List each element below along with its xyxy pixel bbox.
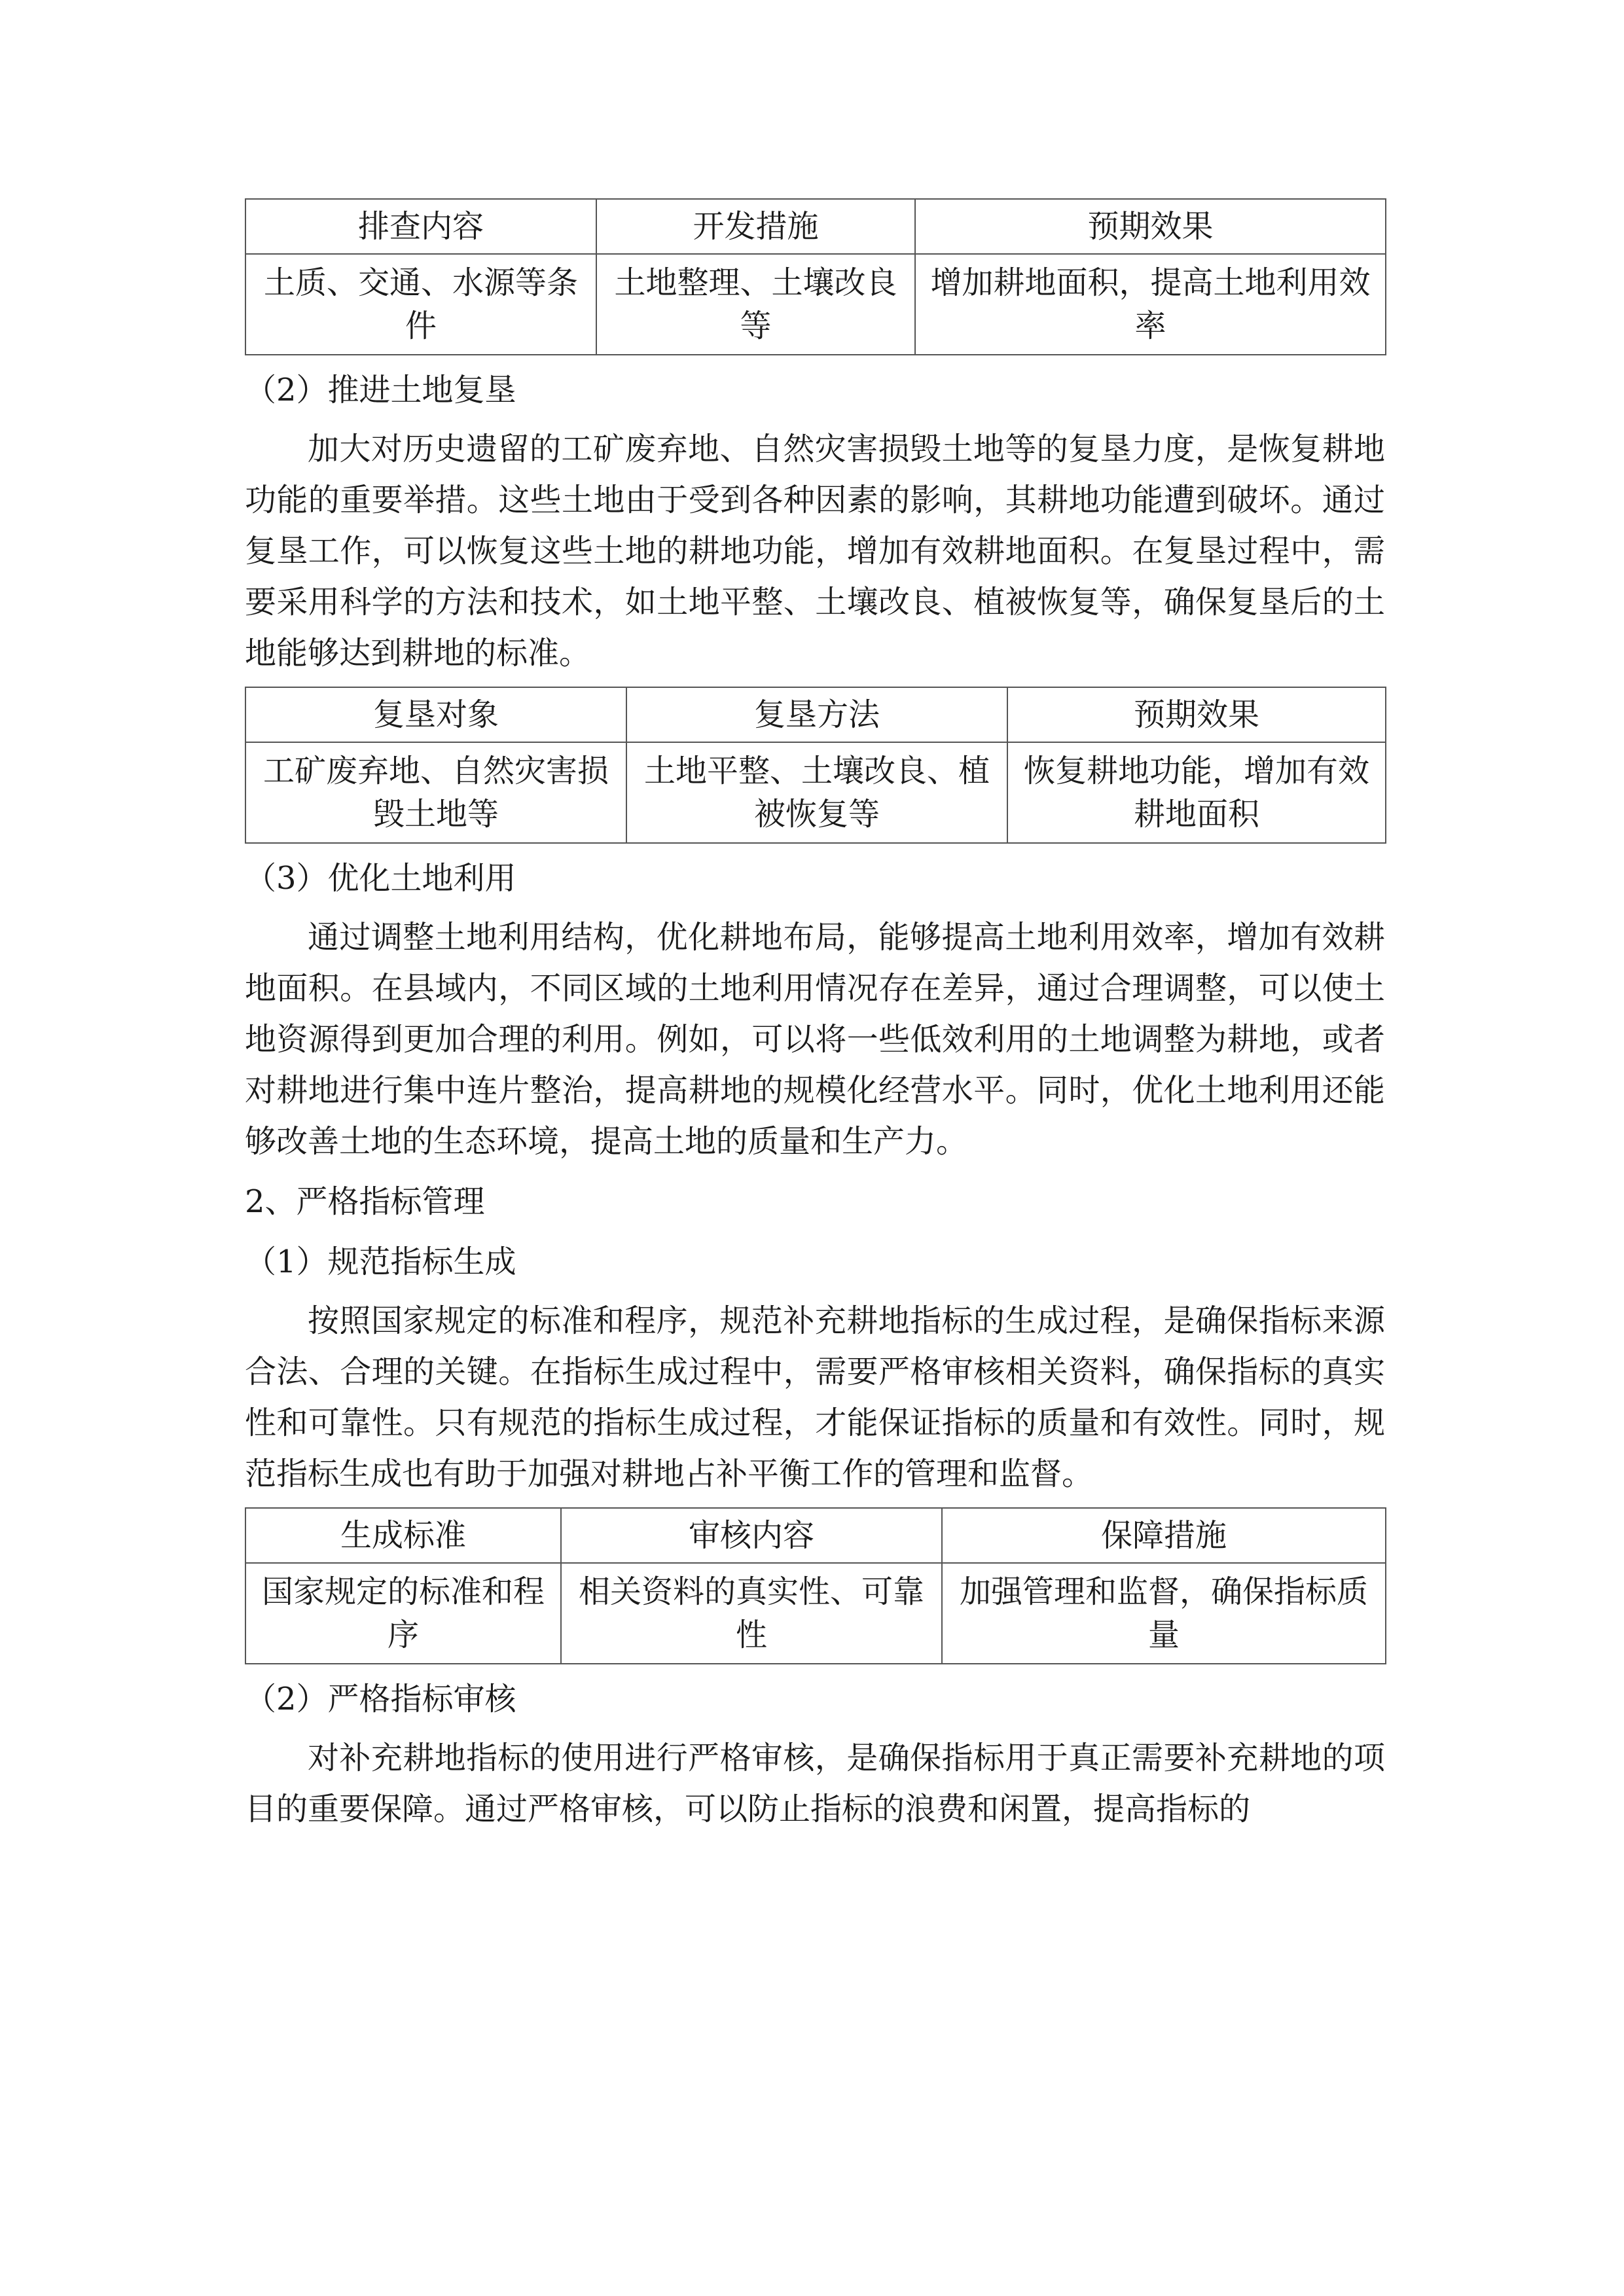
table-header-cell: 预期效果 [915,199,1386,254]
table-land-survey [245,198,1386,355]
section-heading: （2）推进土地复垦 [245,372,516,408]
section-heading: （2）严格指标审核 [245,1681,516,1717]
table-cell: 恢复耕地功能，增加有效耕地面积 [1007,742,1386,843]
table-cell: 国家规定的标准和程序 [245,1563,561,1664]
table-cell: 土地整理、土壤改良等 [596,254,915,355]
table-row [245,1563,1386,1664]
section-heading: （1）规范指标生成 [245,1244,516,1280]
table-cell: 增加耕地面积，提高土地利用效率 [915,254,1386,355]
table-header-cell: 生成标准 [245,1508,561,1563]
table-header-cell: 复垦方法 [626,687,1007,742]
body-paragraph: 按照国家规定的标准和程序，规范补充耕地指标的生成过程，是确保指标来源合法、合理的关键。在指标生成过程中，需要严格审核相关资料，确保指标的真实性和可靠性。只有规范的指标生成过程，才能保证指标的质量和有效性。同时，规范指标生成也有助于加强对耕地占补平衡工作的管理和监督。 [245,1302,1385,1492]
table-header-row [245,199,1386,254]
table-header-cell: 排查内容 [245,199,596,254]
table-land-reclamation [245,687,1386,844]
body-paragraph: 对补充耕地指标的使用进行严格审核，是确保指标用于真正需要补充耕地的项目的重要保障。通过严格审核，可以防止指标的浪费和闲置，提高指标的 [245,1740,1385,1827]
table-cell: 土地平整、土壤改良、植被恢复等 [626,742,1007,843]
table-header-cell: 复垦对象 [245,687,626,742]
table-header-cell: 审核内容 [561,1508,942,1563]
table-header-cell: 预期效果 [1007,687,1386,742]
table-header-row [245,1508,1386,1563]
table-cell: 相关资料的真实性、可靠性 [561,1563,942,1664]
table-indicator-generation [245,1507,1386,1664]
body-paragraph: 加大对历史遗留的工矿废弃地、自然灾害损毁土地等的复垦力度，是恢复耕地功能的重要举措。这些土地由于受到各种因素的影响，其耕地功能遭到破坏。通过复垦工作，可以恢复这些土地的耕地功能，增加有效耕地面积。在复垦过程中，需要采用科学的方法和技术，如土地平整、土壤改良、植被恢复等，确保复垦后的土地能够达到耕地的标准。 [245,431,1385,672]
table-cell: 加强管理和监督，确保指标质量 [942,1563,1386,1664]
chapter-heading: 2、严格指标管理 [245,1183,485,1220]
body-paragraph: 通过调整土地利用结构，优化耕地布局，能够提高土地利用效率，增加有效耕地面积。在县域内，不同区域的土地利用情况存在差异，通过合理调整，可以使土地资源得到更加合理的利用。例如，可以将一些低效利用的土地调整为耕地，或者对耕地进行集中连片整治，提高耕地的规模化经营水平。同时，优化土地利用还能够改善土地的生态环境，提高土地的质量和生产力。 [245,919,1385,1160]
table-row [245,254,1386,355]
table-header-cell: 开发措施 [596,199,915,254]
table-header-cell: 保障措施 [942,1508,1386,1563]
table-header-row [245,687,1386,742]
table-cell: 工矿废弃地、自然灾害损毁土地等 [245,742,626,843]
table-row [245,742,1386,843]
document-body [245,198,1385,1842]
table-cell: 土质、交通、水源等条件 [245,254,596,355]
section-heading: （3）优化土地利用 [245,860,516,897]
